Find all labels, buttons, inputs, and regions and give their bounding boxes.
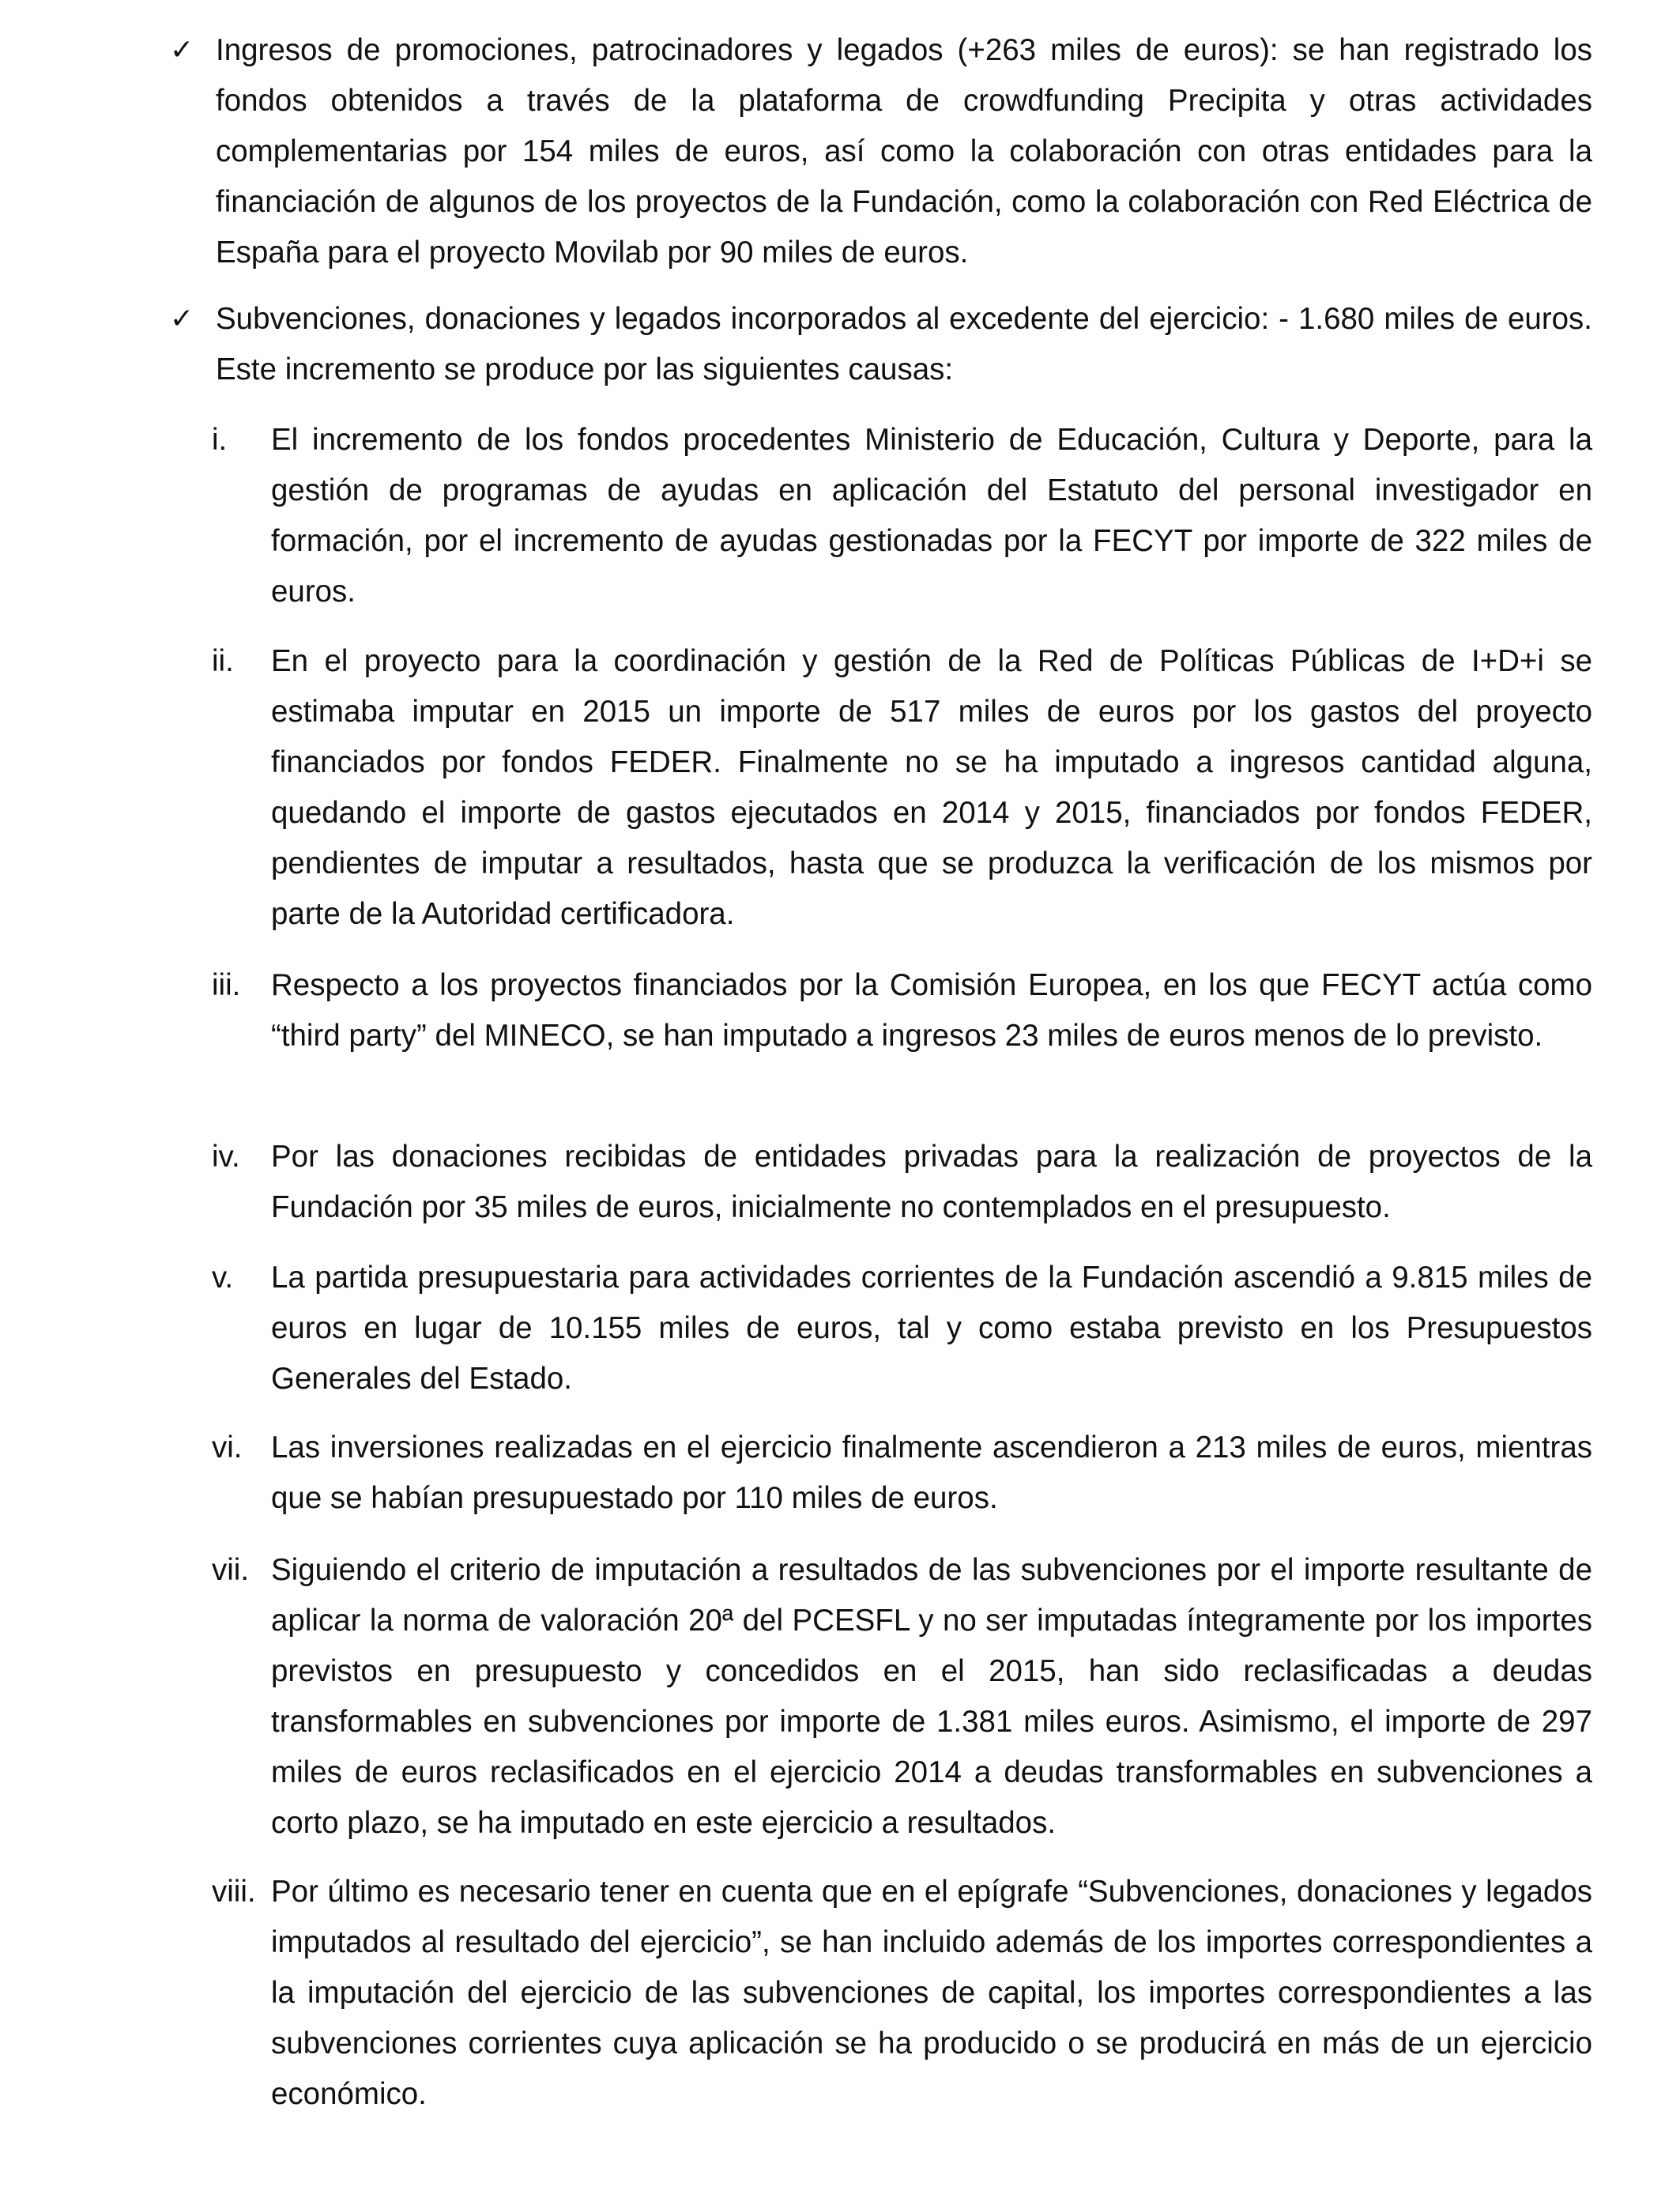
list-numeral: i. bbox=[212, 423, 228, 457]
list-numeral: v. bbox=[212, 1261, 234, 1295]
checkmark-icon: ✓ bbox=[170, 303, 194, 335]
list-item-text: La partida presupuestaria para actividades corrientes de la Fundación ascendió a 9.815 miles de euros en lugar de 10.155 miles de euros, tal y como estaba previsto en los Presupuestos Generales del Estado. bbox=[271, 1261, 1592, 1396]
list-item-text: Siguiendo el criterio de imputación a resultados de las subvenciones por el importe resultante de aplicar la norma de valoración 20ª del PCESFL y no ser imputadas íntegramente por los importes previstos en presupuesto y concedidos en el 2015, han sido reclasificadas a deudas transformables en subvenciones por importe de 1.381 miles euros. Asimismo, el importe de 297 miles de euros reclasificados en el ejercicio 2014 a deudas transformables en subvenciones a corto plazo, se ha imputado en este ejercicio a resultados. bbox=[271, 1553, 1592, 1840]
list-item-text: Respecto a los proyectos financiados por la Comisión Europea, en los que FECYT actúa como “third party” del MINECO, se han imputado a ingresos 23 miles de euros menos de lo previsto. bbox=[271, 968, 1592, 1053]
list-numeral: vi. bbox=[212, 1431, 243, 1465]
list-item-text: Las inversiones realizadas en el ejercicio finalmente ascendieron a 213 miles de euros, mientras que se habían presupuestado por 110 miles de euros. bbox=[271, 1431, 1592, 1515]
list-item-text: Por último es necesario tener en cuenta que en el epígrafe “Subvenciones, donaciones y legados imputados al resultado del ejercicio”, se han incluido además de los importes correspondientes a la imputación del ejercicio de las subvenciones de capital, los importes correspondientes a las subvenciones corrientes cuya aplicación se ha producido o se producirá en más de un ejercicio económico. bbox=[271, 1875, 1592, 2111]
list-numeral: vii. bbox=[212, 1553, 250, 1587]
checkmark-icon: ✓ bbox=[170, 34, 194, 66]
bullet-text: Subvenciones, donaciones y legados incorporados al excedente del ejercicio: - 1.680 miles de euros. Este incremento se produce por las siguientes causas: bbox=[216, 302, 1592, 386]
list-numeral: iv. bbox=[212, 1140, 240, 1174]
list-numeral: viii. bbox=[212, 1875, 256, 1909]
list-numeral: iii. bbox=[212, 968, 241, 1002]
list-item-text: En el proyecto para la coordinación y gestión de la Red de Políticas Públicas de I+D+i se estimaba imputar en 2015 un importe de 517 miles de euros por los gastos del proyecto financiados por fondos FEDER. Finalmente no se ha imputado a ingresos cantidad alguna, quedando el importe de gastos ejecutados en 2014 y 2015, financiados por fondos FEDER, pendientes de imputar a resultados, hasta que se produzca la verificación de los mismos por parte de la Autoridad certificadora. bbox=[271, 644, 1592, 931]
list-item-text: El incremento de los fondos procedentes Ministerio de Educación, Cultura y Deporte, para la gestión de programas de ayudas en aplicación del Estatuto del personal investigador en formación, por el incremento de ayudas gestionadas por la FECYT por importe de 322 miles de euros. bbox=[271, 423, 1592, 609]
list-numeral: ii. bbox=[212, 644, 234, 678]
bullet-text: Ingresos de promociones, patrocinadores y legados (+263 miles de euros): se han registrado los fondos obtenidos a través de la plataforma de crowdfunding Precipita y otras actividades complementarias por 154 miles de euros, así como la colaboración con otras entidades para la financiación de algunos de los proyectos de la Fundación, como la colaboración con Red Eléctrica de España para el proyecto Movilab por 90 miles de euros. bbox=[216, 33, 1592, 270]
list-item-text: Por las donaciones recibidas de entidades privadas para la realización de proyectos de la Fundación por 35 miles de euros, inicialmente no contemplados en el presupuesto. bbox=[271, 1140, 1592, 1224]
